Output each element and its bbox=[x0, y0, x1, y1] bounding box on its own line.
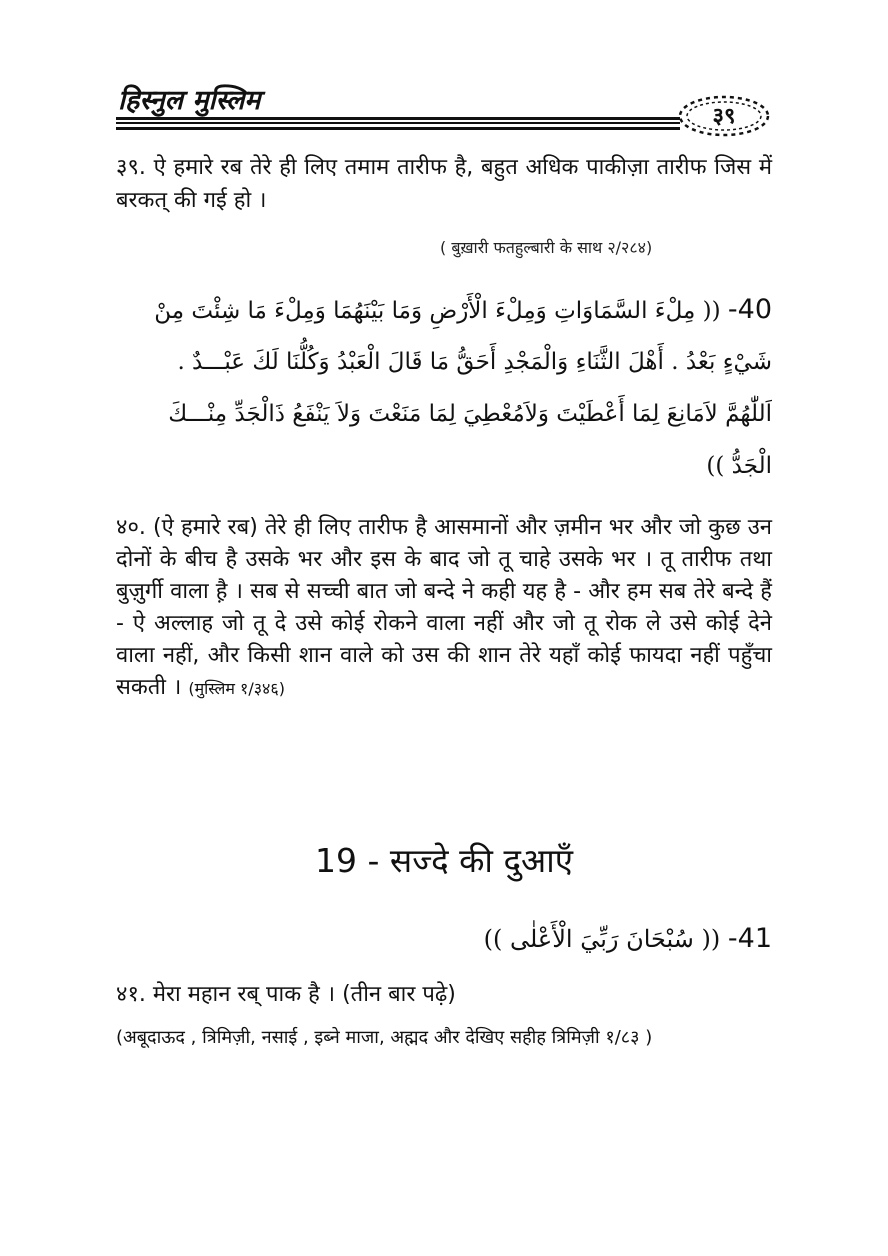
book-title: हिस्नुल मुस्लिम bbox=[118, 85, 261, 116]
hadith-41-arabic: (( سُبْحَانَ رَبِّيَ الْأَعْلٰى )) bbox=[483, 925, 721, 953]
hadith-40-arabic-line-2: شَيْءٍ بَعْدُ . أَهْلَ الثَّنَاءِ وَالْمَجْدِ أَحَقُّ مَا قَالَ الْعَبْدُ وَكُلُّنَا لَكَ عَبْـــدٌ . bbox=[177, 349, 772, 375]
hadith-40-translation: ४०. (ऐ हमारे रब) तेरे ही लिए तारीफ है आसमानों और ज़मीन भर और जो कुछ उन दोनों के बीच है उसके भर और इस के बाद जो तू चाहे उसके भर । तू तारीफ तथा बुज़ुर्गी वाला है़ । सब से सच्ची बात जो बन्दे ने कही यह है - और हम सब तेरे बन्दे हैं - ऐ अल्लाह जो तू दे उसे कोई रोकने वाला नहीं और जो तू रोक ले उसे कोई देने वाला नहीं, और किसी शान वाले को उस की शान तेरे यहाँ कोई फायदा नहीं पहुँचा सकती । bbox=[116, 515, 772, 700]
hadith-40-reference: (मुस्लिम १/३४६) bbox=[188, 679, 285, 698]
hadith-39-translation: ३९. ऐ हमारे रब तेरे ही लिए तमाम तारीफ है, बहुत अधिक पाकीज़ा तारीफ जिस में बरकत् की गई हो । bbox=[116, 155, 772, 213]
page-number: ३९ bbox=[712, 104, 736, 129]
hadith-40-translation-block bbox=[116, 512, 772, 705]
hadith-41-number: 41- bbox=[727, 923, 772, 954]
hadith-40-arabic bbox=[116, 284, 772, 492]
hadith-40-arabic-line-1: 40- (( مِلْءَ السَّمَاوَاتِ وَمِلْءَ الْأَرْضِ وَمَا بَيْنَهُمَا وَمِلْءَ مَا شِئْتَ مِنْ bbox=[154, 294, 772, 325]
hadith-41-translation: ४१. मेरा महान रब् पाक है । (तीन बार पढ़े) bbox=[116, 982, 456, 1007]
hadith-40-number: 40- bbox=[727, 294, 772, 325]
hadith-40-arabic-line-3: اَللّٰهُمَّ لاَمَانِعَ لِمَا أَعْطَيْتَ وَلاَمُعْطِيَ لِمَا مَنَعْتَ وَلاَ يَنْفَعُ ذَالْجَدِّ مِنْـــكَ bbox=[168, 401, 772, 427]
hadith-40-arabic-line-4: الْجَدُّ )) bbox=[706, 453, 772, 479]
header-rule-bottom bbox=[116, 127, 680, 130]
hadith-41-reference: (अबूदाऊद , त्रिमिज़ी, नसाई , इब्ने माजा, अह्मद और देखिए सहीह त्रिमिज़ी १/८३ ) bbox=[116, 1027, 653, 1048]
header-rule-middle bbox=[116, 122, 680, 124]
section-heading: 19 - सज्दे की दुआएँ bbox=[315, 841, 573, 880]
hadith-41-arabic-block bbox=[116, 914, 772, 964]
hadith-39-reference: ( बुख़ारी फतहुल्बारी के साथ २/२८४) bbox=[440, 238, 653, 257]
header-rule-top bbox=[116, 117, 680, 120]
page-number-badge bbox=[676, 94, 772, 138]
